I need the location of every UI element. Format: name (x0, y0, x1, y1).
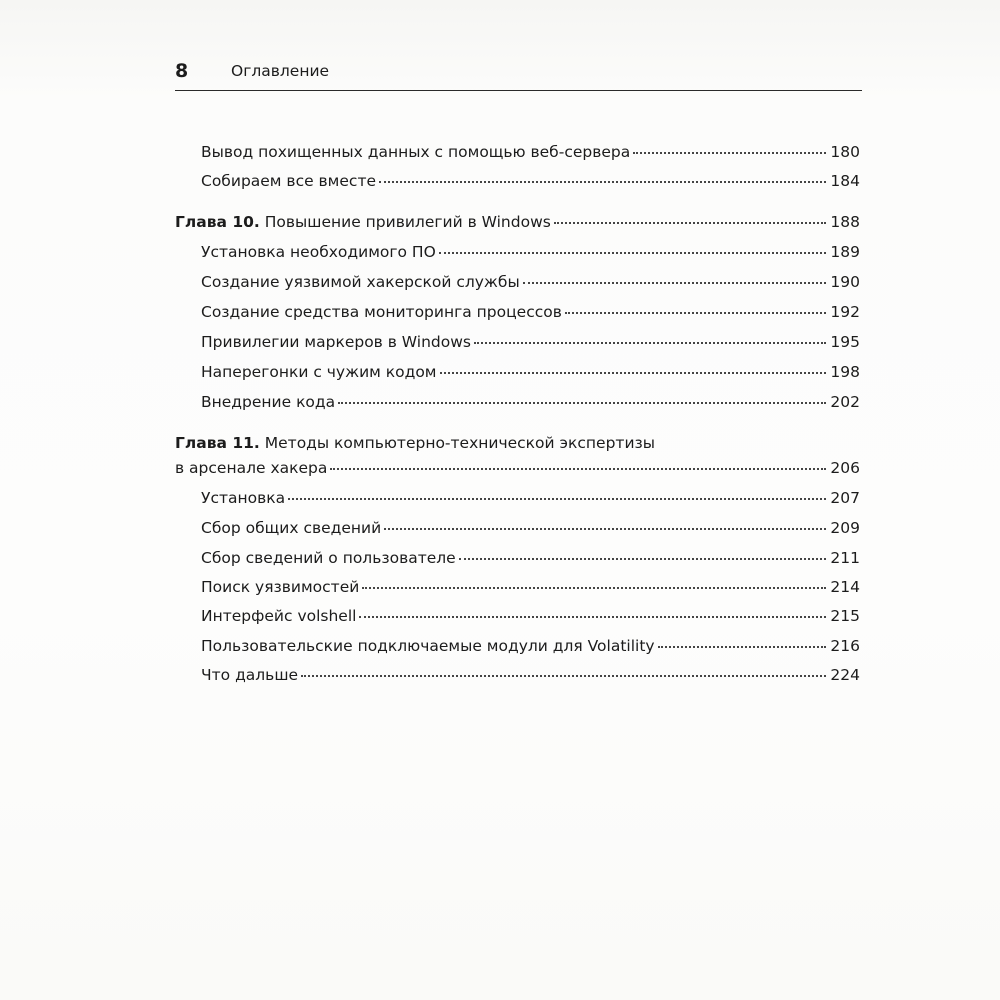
dot-leader (459, 558, 827, 560)
toc-entry[interactable] (201, 242, 860, 262)
chapter-page: 206 (830, 459, 860, 477)
chapter-prefix: Глава 11. (175, 434, 260, 452)
toc-entry[interactable] (201, 332, 860, 352)
toc-entry-page: 190 (830, 273, 860, 291)
dot-leader (362, 587, 826, 589)
toc-entry-title: Создание средства мониторинга процессов (201, 303, 562, 321)
toc-entry-title: Наперегонки с чужим кодом (201, 363, 437, 381)
dot-leader (288, 498, 826, 500)
running-title: Оглавление (231, 62, 330, 80)
dot-leader (359, 616, 826, 618)
toc-entry[interactable] (201, 302, 860, 322)
dot-leader (523, 282, 827, 284)
dot-leader (384, 528, 826, 530)
toc-entry-page: 207 (830, 489, 860, 507)
toc-entry-title: Сбор общих сведений (201, 519, 382, 537)
toc-entry-page: 189 (830, 243, 860, 261)
toc-entry-title: Установка (201, 489, 286, 507)
dot-leader (554, 222, 827, 224)
chapter-title (175, 212, 551, 232)
toc-entry-title: Что дальше (201, 666, 299, 684)
toc-entry[interactable] (201, 272, 860, 292)
toc-entry-page: 211 (830, 549, 860, 567)
toc-entry[interactable] (201, 548, 860, 568)
toc-entry-page: 214 (830, 578, 860, 596)
toc-entry-title: Создание уязвимой хакерской службы (201, 273, 520, 291)
toc-chapter-11[interactable] (175, 458, 860, 478)
toc-entry-page: 195 (830, 333, 860, 351)
chapter-name-line1: Методы компьютерно-технической экспертизы (264, 434, 656, 452)
toc-entry-page: 215 (830, 607, 860, 625)
dot-leader (338, 402, 826, 404)
chapter-prefix: Глава 10. (175, 213, 260, 231)
toc-entry-title: Пользовательские подключаемые модули для Volatility (201, 637, 655, 655)
toc-chapter-10[interactable] (175, 212, 860, 232)
toc-entry[interactable] (201, 665, 860, 685)
toc-entry-page: 184 (830, 172, 860, 190)
toc-entry-title: Поиск уязвимостей (201, 578, 360, 596)
chapter-name: Повышение привилегий в Windows (264, 213, 551, 231)
toc-entry[interactable] (201, 488, 860, 508)
toc-entry-title: Вывод похищенных данных с помощью веб-сервера (201, 143, 631, 161)
toc-entry[interactable] (201, 142, 860, 162)
toc-entry-page: 198 (830, 363, 860, 381)
toc-entry[interactable] (201, 636, 860, 656)
dot-leader (474, 342, 826, 344)
toc-entry[interactable] (201, 577, 860, 597)
toc-entry-title: Интерфейс volshell (201, 607, 357, 625)
dot-leader (658, 646, 827, 648)
dot-leader (440, 372, 827, 374)
dot-leader (565, 312, 827, 314)
dot-leader (633, 152, 826, 154)
toc-entry-page: 180 (830, 143, 860, 161)
toc-entry-title: Сбор сведений о пользователе (201, 549, 456, 567)
toc-entry[interactable] (201, 362, 860, 382)
toc-chapter-11-title[interactable] (175, 433, 655, 453)
toc-entry-page: 209 (830, 519, 860, 537)
toc-entry[interactable] (201, 606, 860, 626)
toc-entry[interactable] (201, 171, 860, 191)
dot-leader (301, 675, 826, 677)
chapter-page: 188 (830, 213, 860, 231)
dot-leader (379, 181, 826, 183)
toc-entry-title: Собираем все вместе (201, 172, 377, 190)
dot-leader (330, 468, 826, 470)
toc-entry-title: Установка необходимого ПО (201, 243, 436, 261)
toc-entry-page: 224 (830, 666, 860, 684)
toc-entry-title: Внедрение кода (201, 393, 336, 411)
toc-entry-page: 192 (830, 303, 860, 321)
page-number: 8 (175, 60, 189, 82)
toc-entry-page: 216 (830, 637, 860, 655)
dot-leader (439, 252, 827, 254)
toc-entry-page: 202 (830, 393, 860, 411)
toc-entry[interactable] (201, 392, 860, 412)
chapter-name-line2: в арсенале хакера (175, 459, 328, 477)
toc-entry-title: Привилегии маркеров в Windows (201, 333, 472, 351)
toc-entry[interactable] (201, 518, 860, 538)
